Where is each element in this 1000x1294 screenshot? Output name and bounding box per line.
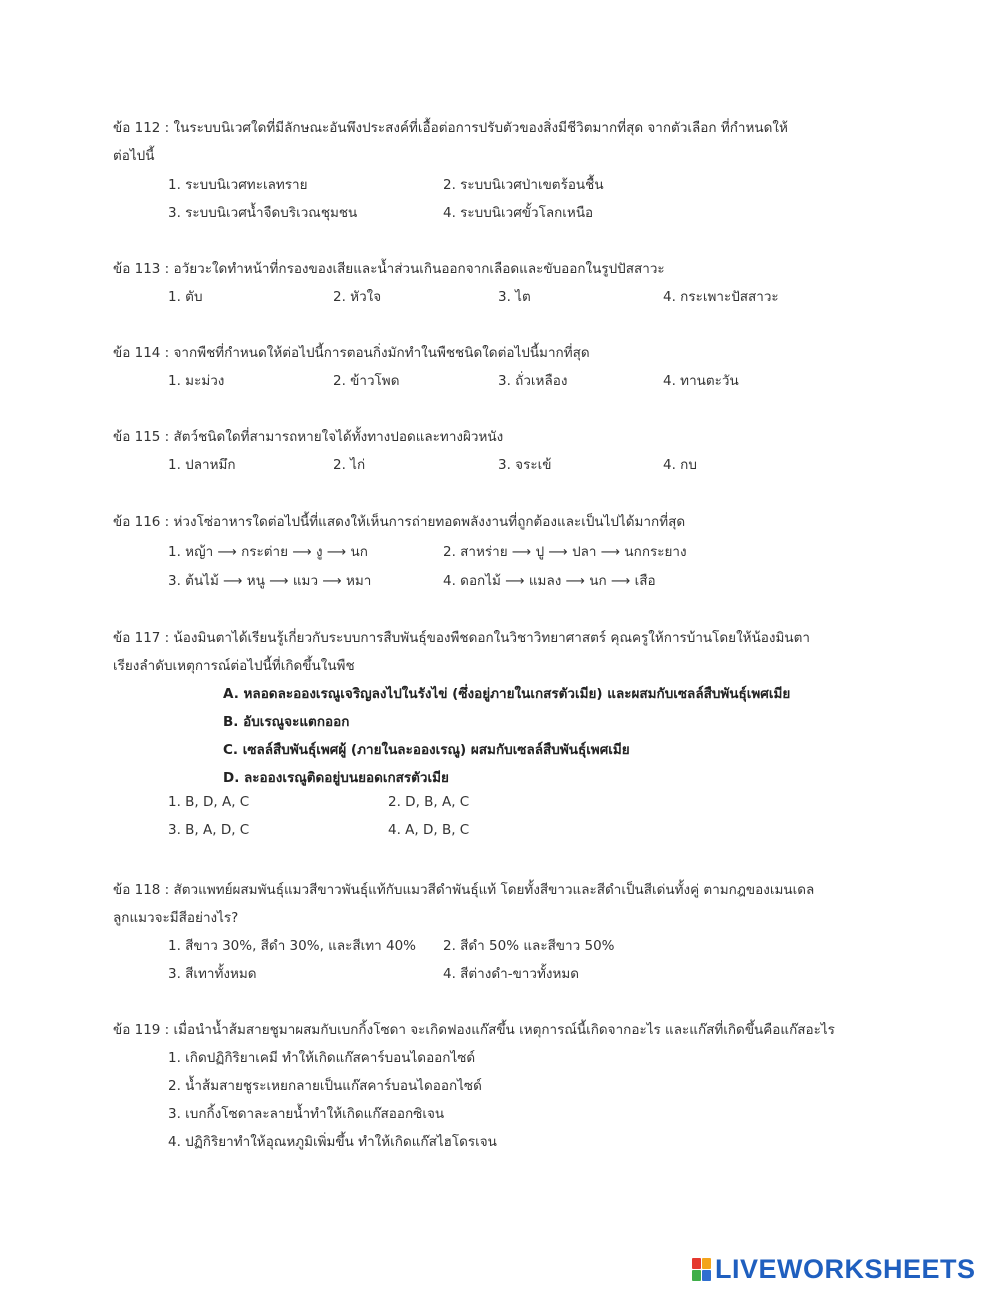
q117-event-a: A. หลอดละอองเรณูเจริญลงไปในรังไข่ (ซึ่งอยู่ภายในเกสรตัวเมีย) และผสมกับเซลล์สืบพันธุ์เพศเมีย [223, 686, 791, 702]
question-112-text-line-2: ต่อไปนี้ [113, 148, 155, 164]
q116-option-2[interactable]: 2. สาหร่าย ⟶ ปู ⟶ ปลา ⟶ นกกระยาง [443, 544, 687, 560]
q112-option-1[interactable]: 1. ระบบนิเวศทะเลทราย [168, 177, 308, 193]
q112-option-3[interactable]: 3. ระบบนิเวศน้ำจืดบริเวณชุมชน [168, 205, 358, 221]
q112-option-4[interactable]: 4. ระบบนิเวศขั้วโลกเหนือ [443, 205, 594, 221]
question-115-text: ข้อ 115 : สัตว์ชนิดใดที่สามารถหายใจได้ทั้งทางปอดและทางผิวหนัง [113, 429, 504, 445]
logo-text: LIVEWORKSHEETS [715, 1253, 976, 1284]
logo-mark-square [692, 1270, 701, 1281]
q113-option-3[interactable]: 3. ไต [498, 289, 531, 305]
q119-option-4[interactable]: 4. ปฏิกิริยาทำให้อุณหภูมิเพิ่มขึ้น ทำให้เกิดแก๊สไฮโดรเจน [168, 1134, 497, 1150]
question-117-text-line-1: ข้อ 117 : น้องมินตาได้เรียนรู้เกี่ยวกับระบบการสืบพันธุ์ของพืชดอกในวิชาวิทยาศาสตร์ คุณครูให้การบ้านโดยให้น้องมินตา [113, 630, 810, 646]
q117-event-b: B. อับเรณูจะแตกออก [223, 714, 350, 730]
liveworksheets-mark-icon [692, 1258, 711, 1281]
q115-option-1[interactable]: 1. ปลาหมึก [168, 457, 236, 473]
q119-option-2[interactable]: 2. น้ำส้มสายชูระเหยกลายเป็นแก๊สคาร์บอนไดออกไซด์ [168, 1078, 482, 1094]
question-112-text-line-1: ข้อ 112 : ในระบบนิเวศใดที่มีลักษณะอันพึงประสงค์ที่เอื้อต่อการปรับตัวของสิ่งมีชีวิตมากที่สุด จากตัวเลือก ที่กำหนดให้ [113, 120, 788, 136]
q115-option-3[interactable]: 3. จระเข้ [498, 457, 552, 473]
question-118-text-line-2: ลูกแมวจะมีสีอย่างไร? [113, 910, 239, 926]
q119-option-3[interactable]: 3. เบกกิ้งโซดาละลายน้ำทำให้เกิดแก๊สออกซิเจน [168, 1106, 445, 1122]
question-119-text: ข้อ 119 : เมื่อนำน้ำส้มสายชูมาผสมกับเบกกิ้งโซดา จะเกิดฟองแก๊สขึ้น เหตุการณ์นี้เกิดจากอะไร และแก๊สที่เกิดขึ้นคือแก๊สอะไร [113, 1022, 835, 1038]
liveworksheets-logo [692, 1255, 976, 1283]
q118-option-2[interactable]: 2. สีดำ 50% และสีขาว 50% [443, 938, 615, 954]
q116-option-4[interactable]: 4. ดอกไม้ ⟶ แมลง ⟶ นก ⟶ เสือ [443, 573, 656, 589]
q115-option-4[interactable]: 4. กบ [663, 457, 697, 473]
logo-mark-square [702, 1258, 711, 1269]
q117-option-4[interactable]: 4. A, D, B, C [388, 822, 470, 838]
logo-mark-square [702, 1270, 711, 1281]
question-117-text-line-2: เรียงลำดับเหตุการณ์ต่อไปนี้ที่เกิดขึ้นในพืช [113, 658, 355, 674]
question-113-text: ข้อ 113 : อวัยวะใดทำหน้าที่กรองของเสียและน้ำส่วนเกินออกจากเลือดและขับออกในรูปปัสสาวะ [113, 261, 665, 277]
q119-option-1[interactable]: 1. เกิดปฏิกิริยาเคมี ทำให้เกิดแก๊สคาร์บอนไดออกไซด์ [168, 1050, 476, 1066]
q114-option-2[interactable]: 2. ข้าวโพด [333, 373, 400, 389]
q112-option-2[interactable]: 2. ระบบนิเวศป่าเขตร้อนชื้น [443, 177, 604, 193]
q116-option-3[interactable]: 3. ต้นไม้ ⟶ หนู ⟶ แมว ⟶ หมา [168, 573, 372, 589]
q118-option-3[interactable]: 3. สีเทาทั้งหมด [168, 966, 257, 982]
q113-option-4[interactable]: 4. กระเพาะปัสสาวะ [663, 289, 779, 305]
q114-option-1[interactable]: 1. มะม่วง [168, 373, 225, 389]
q116-option-1[interactable]: 1. หญ้า ⟶ กระต่าย ⟶ งู ⟶ นก [168, 544, 368, 560]
q117-event-d: D. ละอองเรณูติดอยู่บนยอดเกสรตัวเมีย [223, 770, 449, 786]
q117-option-2[interactable]: 2. D, B, A, C [388, 794, 470, 810]
q118-option-1[interactable]: 1. สีขาว 30%, สีดำ 30%, และสีเทา 40% [168, 938, 417, 954]
question-118-text-line-1: ข้อ 118 : สัตวแพทย์ผสมพันธุ์แมวสีขาวพันธุ์แท้กับแมวสีดำพันธุ์แท้ โดยทั้งสีขาวและสีดำเป็นสีเด่นทั้งคู่ ตามกฎของเมนเดล [113, 882, 815, 898]
q115-option-2[interactable]: 2. ไก่ [333, 457, 366, 473]
q117-option-3[interactable]: 3. B, A, D, C [168, 822, 250, 838]
q117-event-c: C. เซลล์สืบพันธุ์เพศผู้ (ภายในละอองเรณู) ผสมกับเซลล์สืบพันธุ์เพศเมีย [223, 742, 630, 758]
q117-option-1[interactable]: 1. B, D, A, C [168, 794, 250, 810]
question-114-text: ข้อ 114 : จากพืชที่กำหนดให้ต่อไปนี้การตอนกิ่งมักทำในพืชชนิดใดต่อไปนี้มากที่สุด [113, 345, 590, 361]
q118-option-4[interactable]: 4. สีต่างดำ-ขาวทั้งหมด [443, 966, 580, 982]
q114-option-3[interactable]: 3. ถั่วเหลือง [498, 373, 568, 389]
logo-mark-square [692, 1258, 701, 1269]
q114-option-4[interactable]: 4. ทานตะวัน [663, 373, 739, 389]
q113-option-1[interactable]: 1. ตับ [168, 289, 203, 305]
q113-option-2[interactable]: 2. หัวใจ [333, 289, 382, 305]
question-116-text: ข้อ 116 : ห่วงโซ่อาหารใดต่อไปนี้ที่แสดงให้เห็นการถ่ายทอดพลังงานที่ถูกต้องและเป็นไปได้มากที่สุด [113, 514, 686, 530]
